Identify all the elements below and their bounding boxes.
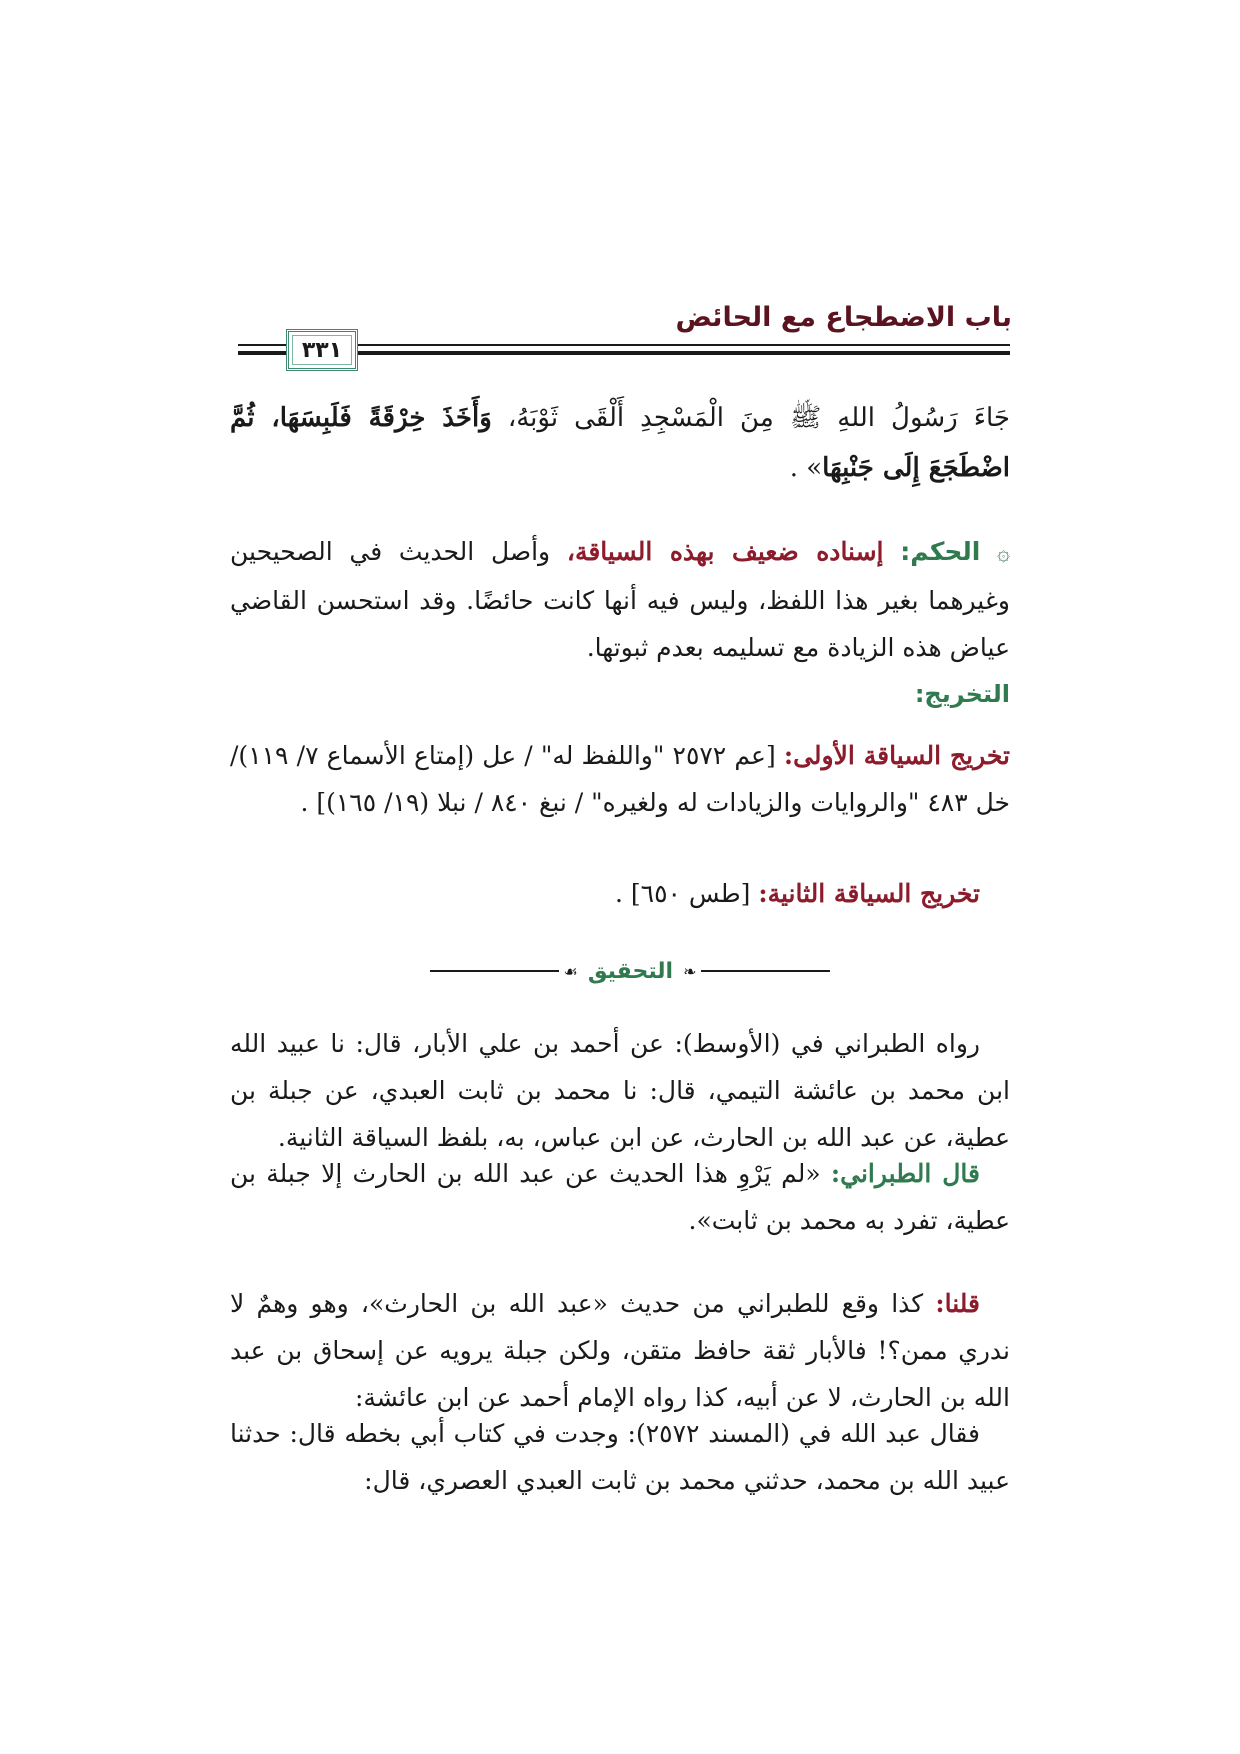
section-divider [430, 956, 830, 986]
tabarani-text: «لم يَرْوِ هذا الحديث عن عبد الله بن الحارث إلا جبلة بن عطية، تفرد به محمد بن ثابت». [230, 1159, 1010, 1235]
ornament-left-icon: ☙ [563, 961, 578, 981]
tahqiq-paragraph-1 [230, 1020, 1010, 1161]
ornament-bullet-icon: ۞ [997, 541, 1010, 566]
chapter-title: باب الاضطجاع مع الحائض [675, 302, 1012, 333]
hadith-text [230, 393, 1010, 493]
ruling-paragraph [230, 528, 1010, 671]
musnad-paragraph [230, 1410, 1010, 1504]
takhrij-second-paragraph [230, 870, 1010, 917]
takhrij-first-text: [عم ٢٥٧٢ "واللفظ له" / عل (إمتاع الأسماع ٧/ ١١٩)/ خل ٤٨٣ "والروايات والزيادات له ولغيره" / نبغ ٨٤٠ / نبلا (١٩/ ١٦٥)] . [230, 741, 1010, 817]
ruling-text: وأصل الحديث في الصحيحين وغيرهما بغير هذا اللفظ، وليس فيه أنها كانت حائضًا. وقد استحسن القاضي عياض هذه الزيادة مع تسليمه بعدم ثبوتها. [230, 537, 1010, 662]
qulna-paragraph [230, 1280, 1010, 1421]
page-number: ٣٣١ [301, 337, 343, 363]
tabarani-paragraph [230, 1150, 1010, 1244]
ruling-label: الحكم: [900, 537, 981, 566]
takhrij-second-text: [طس ٦٥٠] . [614, 879, 759, 908]
section-title: التحقيق [587, 958, 674, 984]
takhrij-first-paragraph [230, 732, 1010, 826]
musnad-text: فقال عبد الله في (المسند ٢٥٧٢): وجدت في كتاب أبي بخطه قال: حدثنا عبيد الله بن محمد، حدثني محمد بن ثابت العبدي العصري، قال: [230, 1419, 1010, 1495]
divider-line-right [701, 970, 830, 972]
divider-line-left [430, 970, 559, 972]
takhrij-heading: التخريج: [914, 680, 1010, 708]
takhrij-first-label: تخريج السياقة الأولى: [783, 741, 1011, 770]
hadith-part3: » . [789, 453, 823, 483]
qulna-text: كذا وقع للطبراني من حديث «عبد الله بن الحارث»، وهو وهمٌ لا ندري ممن؟! فالأبار ثقة حافظ متقن، ولكن جبلة يرويه عن إسحاق بن عبد الله بن الحارث، لا عن أبيه، كذا رواه الإمام أحمد عن ابن عائشة: [230, 1289, 1010, 1412]
hadith-part2: وَأَخَذَ خِرْقَةً فَلَبِسَهَا، ثُمَّ اضْطَجَعَ إِلَى جَنْبِهَا [230, 403, 1010, 483]
hadith-part1: جَاءَ رَسُولُ اللهِ ﷺ مِنَ الْمَسْجِدِ أَلْقَى ثَوْبَهُ، [491, 403, 1010, 433]
tahqiq-text-1: رواه الطبراني في (الأوسط): عن أحمد بن علي الأبار، قال: نا عبيد الله ابن محمد بن عائشة التيمي، قال: نا محمد بن ثابت العبدي، عن جبلة بن عطية، عن عبد الله بن الحارث، عن ابن عباس، به، بلفظ السياقة الثانية. [230, 1029, 1010, 1152]
ruling-highlight: إسناده ضعيف بهذه السياقة، [566, 537, 884, 566]
tabarani-label: قال الطبراني: [830, 1159, 980, 1188]
ornament-right-icon: ❧ [683, 961, 697, 981]
qulna-label: قلنا: [935, 1289, 980, 1318]
takhrij-second-label: تخريج السياقة الثانية: [758, 879, 980, 908]
page-number-badge [286, 329, 358, 371]
